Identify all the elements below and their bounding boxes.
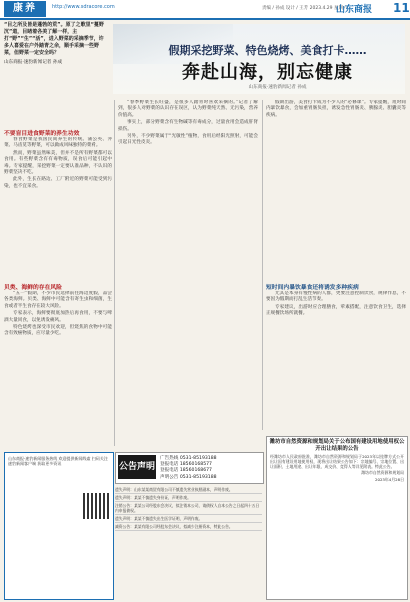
column-4-top — [266, 100, 406, 280]
notice-date: 2023年4月28日 — [375, 477, 404, 483]
paragraph: “五一”假期，不少市民选择前往海边度假，品尝各类海鲜。贝类、海鲜中可能含有寄生虫和细菌，生食或者半生食存在较大风险。 — [4, 291, 112, 309]
notice-body: 经潍坊市人民政府批准，潍坊市自然资源和规划局于2023年以挂牌方式公开出让国有建设用地使用权，现将出让结果公告如下：宗地编号、宗地位置、出让面积、土地用途、出让年限、成交价、竞得人等详见附表。特此公告。 — [270, 454, 404, 470]
column-3 — [118, 100, 258, 446]
land-transfer-notice — [266, 436, 408, 600]
article-byline: 山东商报·速豹新闻记者 孙成 — [248, 85, 307, 90]
list-item: 减资公告：某某有限公司经股东会决议，拟减少注册资本，特此公告。 — [115, 523, 262, 531]
lead-paragraph — [4, 22, 108, 66]
contact-line: 登报电话 18560168577 — [160, 462, 212, 468]
list-item: 注销公告：某某公司经股东会决议，拟注销本公司，请债权人自本公告之日起四十五日内申报债权。 — [115, 502, 262, 515]
paragraph: 特色烧烤也深受市民欢迎，但烧焦的食物中可能含有致癌物质，应尽量少吃。 — [4, 325, 112, 337]
contact-line: 登报电话 18560168677 — [160, 468, 212, 474]
list-item: 遗失声明：某某不慎遗失身份证，声明作废。 — [115, 494, 262, 502]
paragraph: “春季野菜生长旺盛，是很多人踏青时喜欢采摘的。”记者了解到，很多人对野菜的认识存在误区，认为野菜纯天然、无污染，营养价值高。 — [118, 100, 258, 118]
paragraph: 此外，生长在路边、工厂附近的野菜可能受到污染，也不宜采食。 — [4, 177, 112, 189]
page-number: 11 — [393, 1, 410, 15]
paragraph: 专家建议，出游时应合理膳食，荤素搭配，注意饮食卫生，选择正规餐饮场所就餐。 — [266, 304, 406, 317]
section-label: 康养 — [4, 1, 46, 17]
column-divider — [262, 100, 263, 430]
article-kicker: 假期采挖野菜、特色烧烤、美食打卡…… — [168, 44, 367, 57]
site-url[interactable]: http://www.sdracore.com — [52, 4, 115, 10]
contact-line: 声明公告 0531-85193188 — [160, 474, 217, 480]
subhead-overeating: 短时间内暴饮暴食还将诱发多种疾病 — [266, 285, 359, 291]
lead-text: “目之所及皆是蓬勃的荒”。原了之歌里“蔓野沉”道，目睹着各美了解一样，主打“野”“生”“活”，进入野菜的采摘季节，许多人喜爱在户外踏青之余，顺手采摘一些野菜，但野菜一定安全吗？ — [4, 22, 104, 56]
column-divider — [114, 100, 115, 446]
paragraph: 春食野菜是我国民间养生的传统。蒲公英、荠菜、马齿苋等野菜，可以做成风味独特的菜肴。 — [4, 137, 112, 149]
promo-box[interactable] — [4, 452, 114, 600]
notice-label: 公告声明 — [118, 455, 156, 479]
contact-line: 广告热线 0531-85193188 — [160, 456, 217, 461]
column-4-bottom — [266, 291, 406, 431]
column-1 — [4, 137, 112, 277]
edition-info: 责编 / 孙成 设计 / 王芳 2023.4.29 星期六 — [262, 6, 348, 11]
page-header — [0, 0, 410, 20]
notice-contacts — [160, 456, 260, 481]
paragraph: 事实上，部分野菜含有生物碱等有毒成分，过量食用会造成肝肾损伤。 — [118, 120, 258, 132]
paper-name: 山东商报 — [336, 5, 373, 15]
list-item: 遗失声明：山东某某商贸有限公司不慎遗失营业执照副本，声明作废。 — [115, 486, 262, 494]
paragraph: 假期出游，美食打卡成为不少人的“必修课”。专家提醒，短时间内暴饮暴食，会加重胃肠负担，诱发急性胃肠炎、胰腺炎、胆囊炎等疾病。 — [266, 100, 406, 118]
notice-signature: 潍坊市自然资源和规划局 — [361, 470, 404, 476]
lead-byline: 山东商报·速豹新闻记者 孙成 — [4, 60, 63, 65]
paragraph: 尤其是本身有慢性病的人群，更要注意控制饮食，规律作息，不要因为假期而打乱生活节奏。 — [266, 291, 406, 303]
paragraph: 专家表示，海鲜要彻底加热后再食用，不要与啤酒大量同食，以免诱发痛风。 — [4, 311, 112, 323]
classified-notices — [115, 486, 262, 598]
notice-header — [115, 452, 264, 484]
promo-text: 山东商报·速豹新闻服务热线 欢迎提供新闻线索 扫码关注速豹新闻客户端 获取更多资讯 — [8, 456, 108, 467]
list-item: 遗失声明：某某不慎遗失出生医学证明，声明作废。 — [115, 515, 262, 523]
qr-code-icon[interactable] — [83, 493, 109, 519]
article-headline: 奔赴山海，别忘健康 — [182, 62, 353, 83]
subhead-wild-vegetables: 不要盲目进食野菜的养生功效 — [4, 131, 80, 137]
notice-title: 潍坊市自然资源和规划局关于公布国有建设用地使用权公开出让结果的公告 — [269, 439, 405, 452]
subhead-seafood: 贝类、海鲜的存在风险 — [4, 285, 62, 291]
paragraph: 另外，不少野菜属于“光敏性”植物，食用后经阳光照射，可能会引起日光性皮炎。 — [118, 134, 258, 146]
column-2 — [4, 291, 112, 447]
paragraph: 然而，野菜虽然味美，但并不是所有野菜都可以食用。有些野菜含有有毒物质，误食后可能引起中毒。专家提醒，采挖野菜一定要认准品种，不认识的野菜坚决不吃。 — [4, 150, 112, 176]
